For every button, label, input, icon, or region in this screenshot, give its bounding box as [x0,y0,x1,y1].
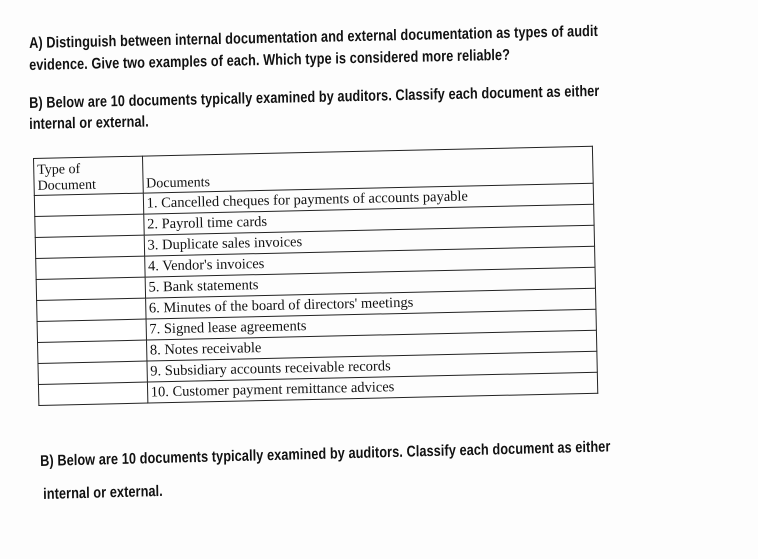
header-type-of-document: Type of Document [34,156,143,195]
document-cell-8: 8. Notes receivable [146,330,597,361]
document-cell-3: 3. Duplicate sales invoices [144,225,595,256]
type-cell-7[interactable] [37,319,146,342]
question-b-repeat-line-2: internal or external. [43,482,163,503]
type-cell-3[interactable] [35,235,144,258]
document-cell-7: 7. Signed lease agreements [146,309,597,340]
document-cell-6: 6. Minutes of the board of directors' meetings [145,288,596,319]
question-b-line-2: internal or external. [29,113,149,133]
documents-table [33,146,598,406]
type-cell-9[interactable] [38,361,147,384]
documents-table-container [33,146,598,410]
type-cell-4[interactable] [36,256,145,279]
type-cell-1[interactable] [34,193,143,216]
question-b-line-1: B) Below are 10 documents typically examined by auditors. Classify each document as either [29,82,600,112]
type-cell-10[interactable] [38,382,147,405]
header-documents: Documents [142,146,593,193]
type-cell-5[interactable] [36,277,145,300]
document-cell-2: 2. Payroll time cards [143,204,594,235]
type-cell-8[interactable] [38,340,147,363]
document-cell-9: 9. Subsidiary accounts receivable records [147,351,598,382]
document-cell-10: 10. Customer payment remittance advices [147,372,598,403]
question-b-repeat-line-1: B) Below are 10 documents typically examined by auditors. Classify each document as either [40,438,611,470]
question-a-line-2: evidence. Give two examples of each. Which type is considered more reliable? [29,46,511,74]
document-cell-1: 1. Cancelled cheques for payments of accounts payable [143,183,594,214]
document-cell-5: 5. Bank statements [145,267,596,298]
type-cell-2[interactable] [35,214,144,237]
document-cell-4: 4. Vendor's invoices [144,246,595,277]
question-a-line-1: A) Distinguish between internal documentation and external documentation as types of audit [29,22,598,52]
type-cell-6[interactable] [37,298,146,321]
